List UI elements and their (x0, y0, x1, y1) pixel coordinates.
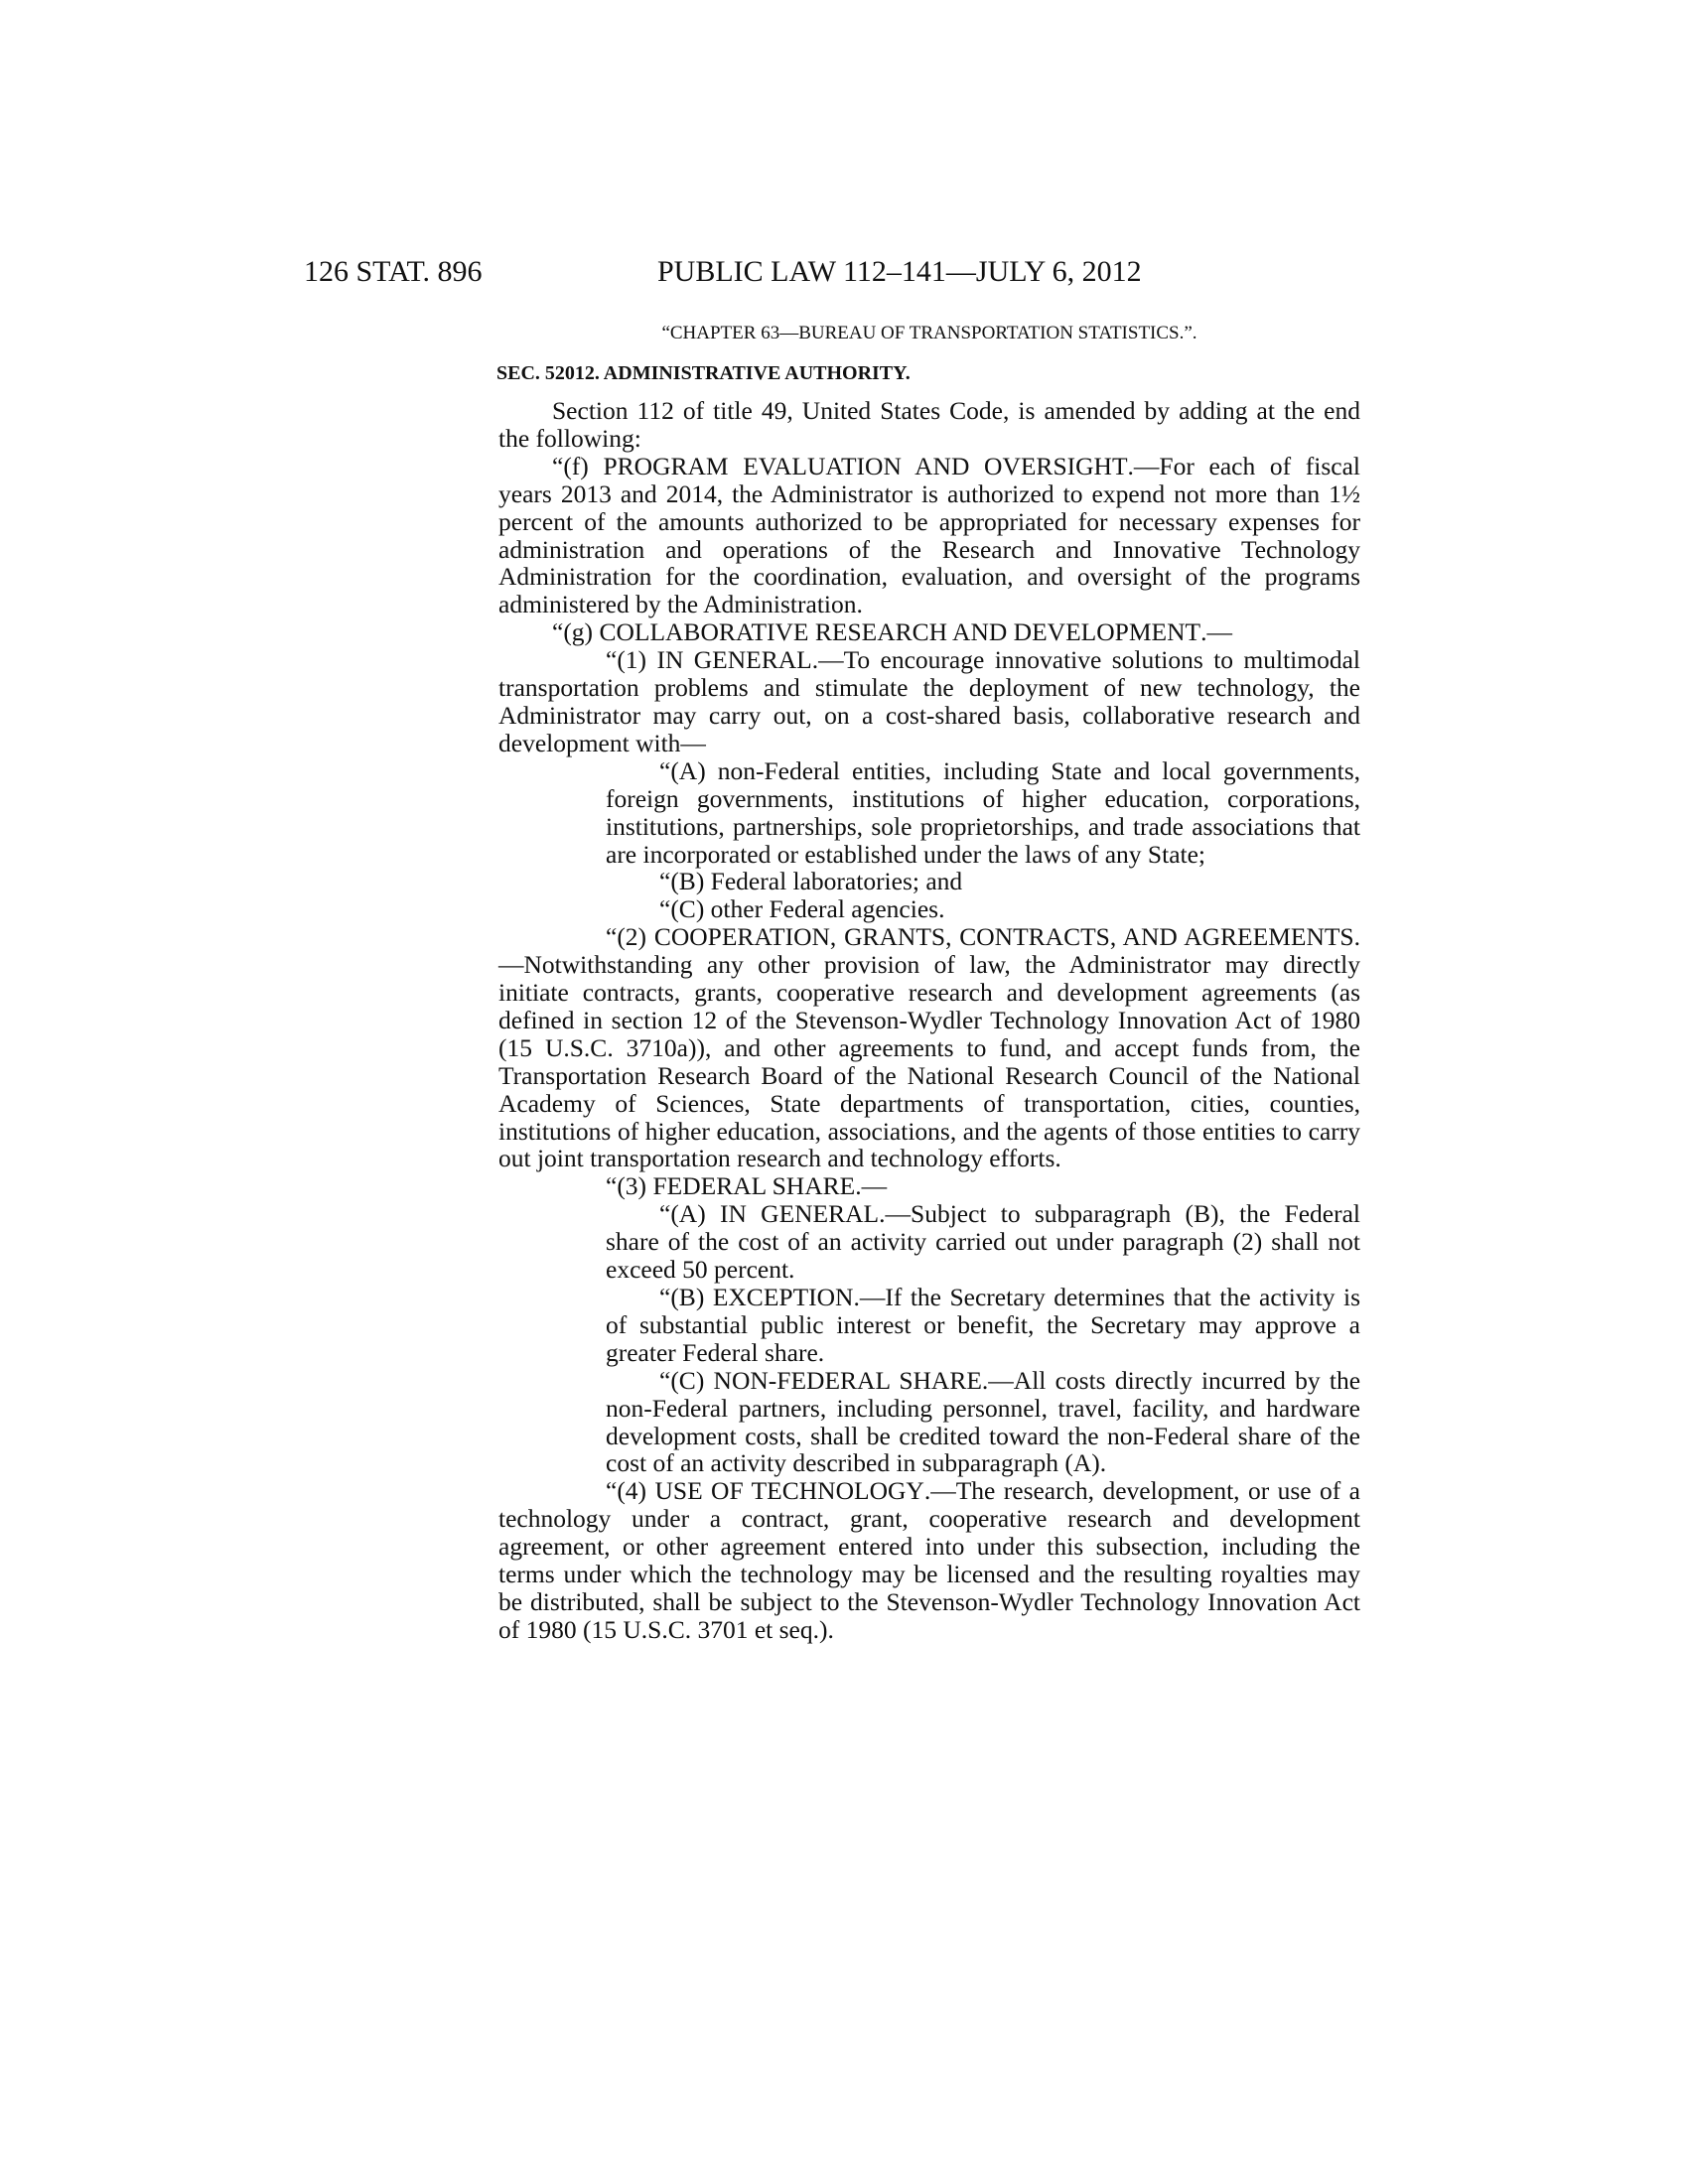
paragraph-g1-heading: IN GENERAL (656, 645, 812, 675)
stat-reference: 126 STAT. 896 (304, 255, 483, 288)
paragraph-g2 (498, 923, 1360, 1172)
clause-g3-A-heading: IN GENERAL (719, 1199, 880, 1229)
subsection-g-heading: COLLABORATIVE RESEARCH AND DEVELOPMENT (599, 617, 1201, 647)
clause-g3-B (498, 1284, 1360, 1367)
clause-g1-A: “(A) non-Federal entities, including State and local governments, foreign governments, institutions of higher education, corporations, institutions, partnerships, sole proprietorships, and trade associations that are incorporated or established under the laws of any State; (606, 755, 1360, 869)
paragraph-g2-label: “(2) (606, 922, 654, 952)
paragraph-g4 (498, 1477, 1360, 1643)
clause-g3-B-label: “(B) (659, 1283, 713, 1311)
clause-g3-C (498, 1367, 1360, 1478)
law-title: PUBLIC LAW 112–141—JULY 6, 2012 (657, 255, 1142, 288)
clause-g3-B-text: .—If the Secretary determines that the activity is of substantial public interest or benefit, the Secretary may approve a greater Federal share. (606, 1283, 1361, 1367)
paragraph-g1 (498, 646, 1360, 757)
subsection-f (498, 453, 1360, 618)
clause-g3-C-heading: NON-FEDERAL SHARE (713, 1365, 982, 1395)
clause-g1-C: “(C) other Federal agencies. (659, 894, 945, 924)
paragraph-g4-heading: USE OF TECHNOLOGY (654, 1476, 924, 1506)
clause-g3-A-text: .—Subject to subparagraph (B), the Federal share of the cost of an activity carried out under paragraph (2) shall not exceed 50 percent. (606, 1199, 1360, 1285)
clause-g3-C-text: .—All costs directly incurred by the non-Federal partners, including personnel, travel, facility, and hardware development costs, shall be credited toward the non-Federal share of the cost of an activity described in subparagraph (A). (606, 1365, 1361, 1478)
running-header (0, 252, 1688, 292)
paragraph-g2-heading: COOPERATION, GRANTS, CONTRACTS, AND AGREEMENTS (653, 922, 1354, 952)
subsection-g-text: .— (1200, 617, 1232, 647)
paragraph-g2-text: .—Notwithstanding any other provision of law, the Administrator may directly initiate contracts, grants, cooperative research and development agreements (as defined in section 12 of the Stevenson-Wydler Technology Innovation Act of 1980 (15 U.S.C. 3710a)), and other agreements to fund, and accept funds from, the Transportation Research Board of the National Research Council of the National Academy of Sciences, State departments of transportation, cities, counties, institutions of higher education, associations, and the agents of those entities to carry out joint transportation research and technology efforts. (498, 922, 1360, 1173)
section-intro: Section 112 of title 49, United States Code, is amended by adding at the end the following: (498, 396, 1360, 453)
document-body (498, 320, 1360, 1644)
clause-g1-B: “(B) Federal laboratories; and (659, 867, 963, 896)
paragraph-g4-text: .—The research, development, or use of a technology under a contract, grant, cooperative research and development agreement, or other agreement entered into under this subsection, including the terms under which the technology may be licensed and the resulting royalties may be distributed, shall be subject to the Stevenson-Wydler Technology Innovation Act of 1980 (15 U.S.C. 3701 et seq.). (498, 1476, 1360, 1644)
clause-g3-A-label: “(A) (659, 1199, 720, 1229)
paragraph-g3 (498, 1172, 1360, 1200)
subsection-f-text: .—For each of fiscal years 2013 and 2014, the Administrator is authorized to expend not more than 1½ percent of the amounts authorized to be appropriated for necessary expenses for administration and operations of the Research and Innovative Technology Administration for the coordination, evaluation, and oversight of the programs administered by the Administration. (498, 451, 1360, 619)
subsection-g-label: “(g) (552, 617, 600, 647)
clause-g3-C-label: “(C) (659, 1365, 714, 1395)
clause-g3-B-heading: EXCEPTION (712, 1283, 854, 1311)
clause-g3-A (498, 1200, 1360, 1284)
paragraph-g1-label: “(1) (606, 645, 657, 675)
subsection-g (498, 618, 1360, 646)
subsection-f-heading: PROGRAM EVALUATION AND OVERSIGHT (603, 451, 1128, 480)
paragraph-g3-heading: FEDERAL SHARE (652, 1171, 856, 1201)
paragraph-g4-label: “(4) (606, 1476, 655, 1506)
chapter-line: “CHAPTER 63—BUREAU OF TRANSPORTATION STATISTICS.”. (661, 323, 1197, 343)
subsection-f-label: “(f) (552, 451, 604, 480)
paragraph-g3-label: “(3) (606, 1171, 653, 1201)
section-heading: SEC. 52012. ADMINISTRATIVE AUTHORITY. (496, 362, 911, 384)
paragraph-g3-text: .— (855, 1171, 888, 1201)
paragraph-g1-text: .—To encourage innovative solutions to multimodal transportation problems and stimulate the deployment of new technology, the Administrator may carry out, on a cost-shared basis, collaborative research and development with— (498, 645, 1361, 757)
